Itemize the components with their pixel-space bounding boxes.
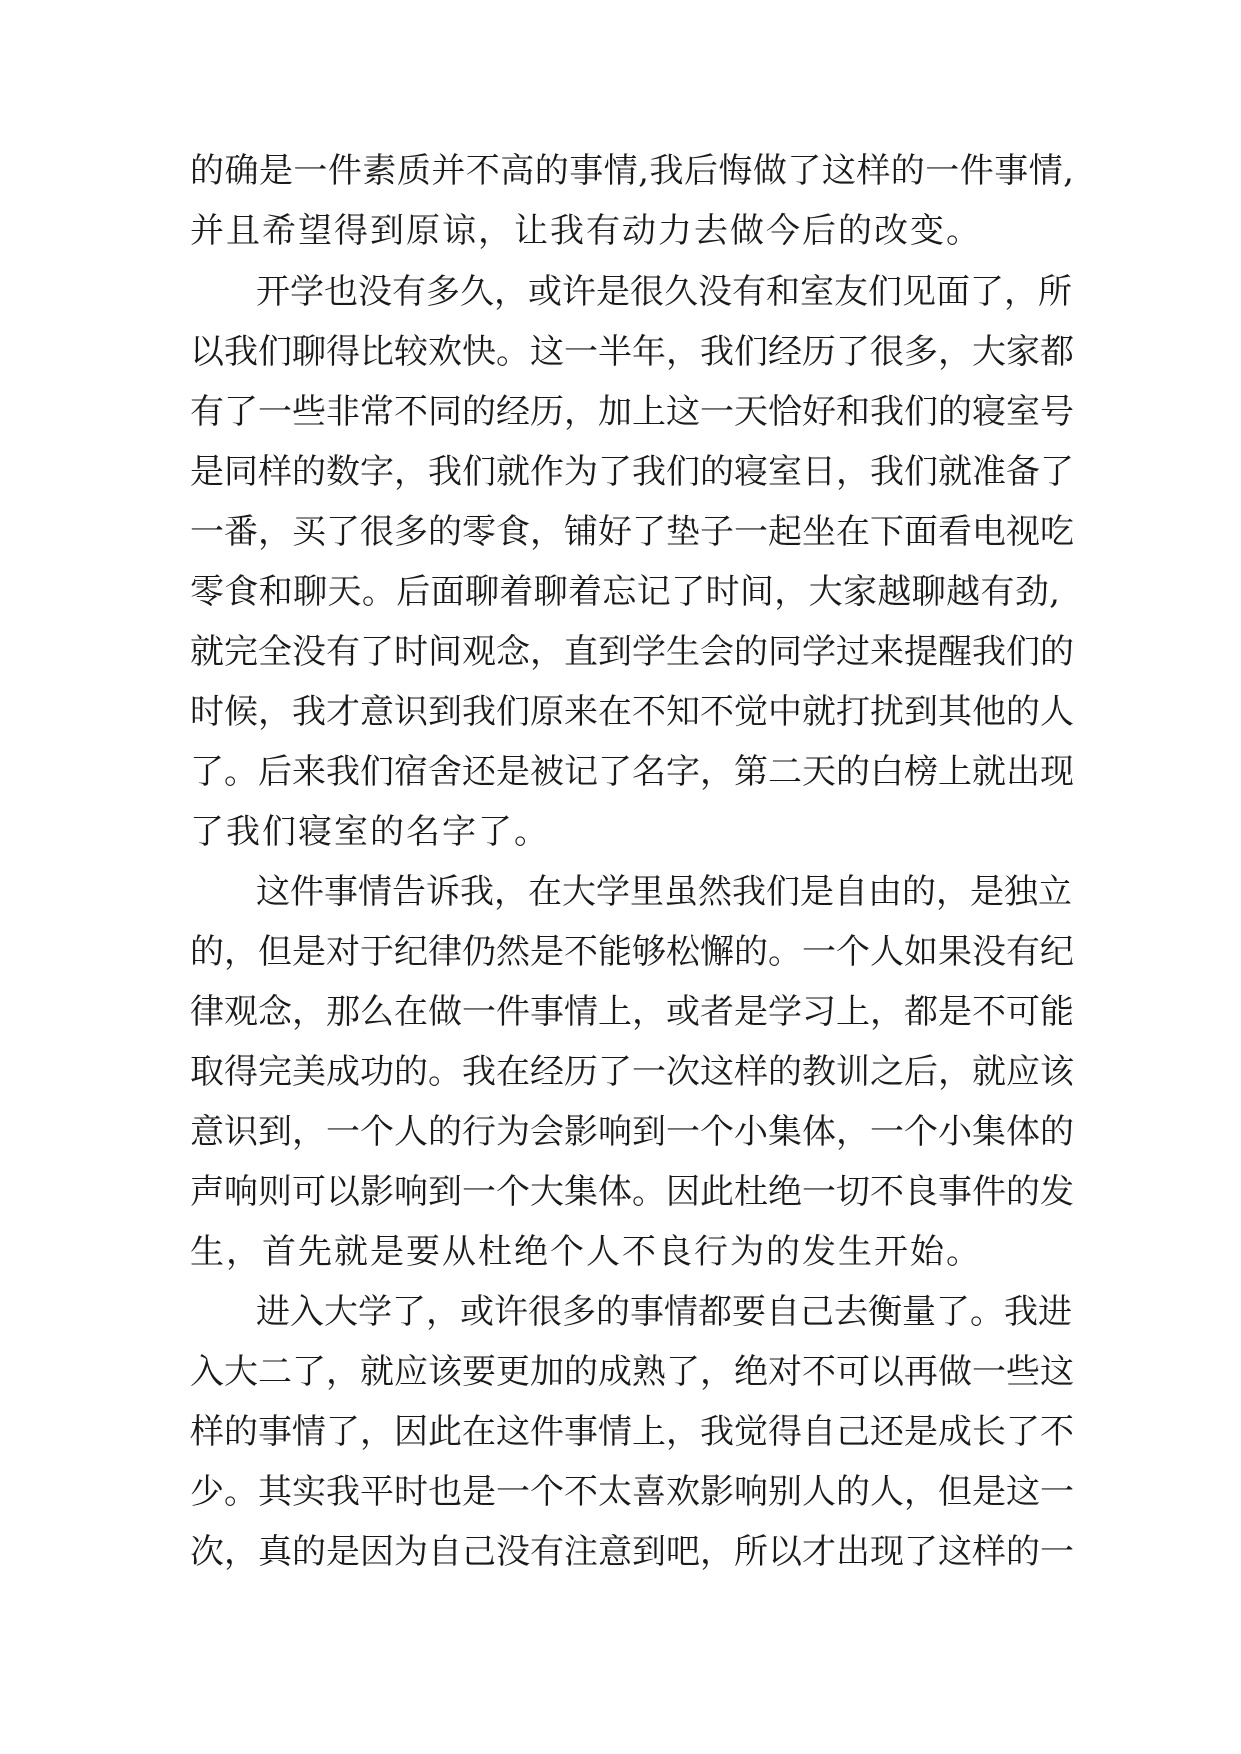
text-line-6: 是同样的数字，我们就作为了我们的寝室日，我们就准备了 (190, 452, 1074, 492)
text-line-16: 取得完美成功的。我在经历了一次这样的教训之后，就应该 (190, 1052, 1074, 1092)
text-line-18: 声响则可以影响到一个大集体。因此杜绝一切不良事件的发 (190, 1172, 1074, 1212)
text-line-2: 并且希望得到原谅，让我有动力去做今后的改变。 (190, 211, 982, 251)
text-line-21: 入大二了，就应该要更加的成熟了，绝对不可以再做一些这 (190, 1352, 1074, 1392)
text-line-8: 零食和聊天。后面聊着聊着忘记了时间，大家越聊越有劲, (190, 572, 1060, 612)
text-line-14: 的，但是对于纪律仍然是不能够松懈的。一个人如果没有纪 (190, 932, 1074, 972)
text-line-22: 样的事情了，因此在这件事情上，我觉得自己还是成长了不 (190, 1412, 1074, 1452)
text-line-19: 生，首先就是要从杜绝个人不良行为的发生开始。 (190, 1232, 982, 1272)
text-line-24: 次，真的是因为自己没有注意到吧，所以才出现了这样的一 (190, 1532, 1074, 1572)
text-line-7: 一番，买了很多的零食，铺好了垫子一起坐在下面看电视吃 (190, 512, 1074, 552)
text-line-9: 就完全没有了时间观念，直到学生会的同学过来提醒我们的 (190, 632, 1074, 672)
text-line-3: 开学也没有多久，或许是很久没有和室友们见面了，所 (256, 272, 1072, 312)
text-line-4: 以我们聊得比较欢快。这一半年，我们经历了很多，大家都 (190, 332, 1074, 372)
text-line-12: 了我们寝室的名字了。 (190, 812, 550, 852)
text-line-1: 的确是一件素质并不高的事情,我后悔做了这样的一件事情, (190, 151, 1074, 191)
text-line-23: 少。其实我平时也是一个不太喜欢影响别人的人，但是这一 (190, 1472, 1074, 1512)
text-line-17: 意识到，一个人的行为会影响到一个小集体，一个小集体的 (190, 1112, 1074, 1152)
text-line-20: 进入大学了，或许很多的事情都要自己去衡量了。我进 (256, 1292, 1072, 1332)
text-line-13: 这件事情告诉我，在大学里虽然我们是自由的，是独立 (256, 872, 1072, 912)
text-line-15: 律观念，那么在做一件事情上，或者是学习上，都是不可能 (190, 992, 1074, 1032)
text-line-11: 了。后来我们宿舍还是被记了名字，第二天的白榜上就出现 (190, 752, 1074, 792)
text-line-10: 时候，我才意识到我们原来在不知不觉中就打扰到其他的人 (190, 692, 1074, 732)
text-line-5: 有了一些非常不同的经历，加上这一天恰好和我们的寝室号 (190, 392, 1074, 432)
